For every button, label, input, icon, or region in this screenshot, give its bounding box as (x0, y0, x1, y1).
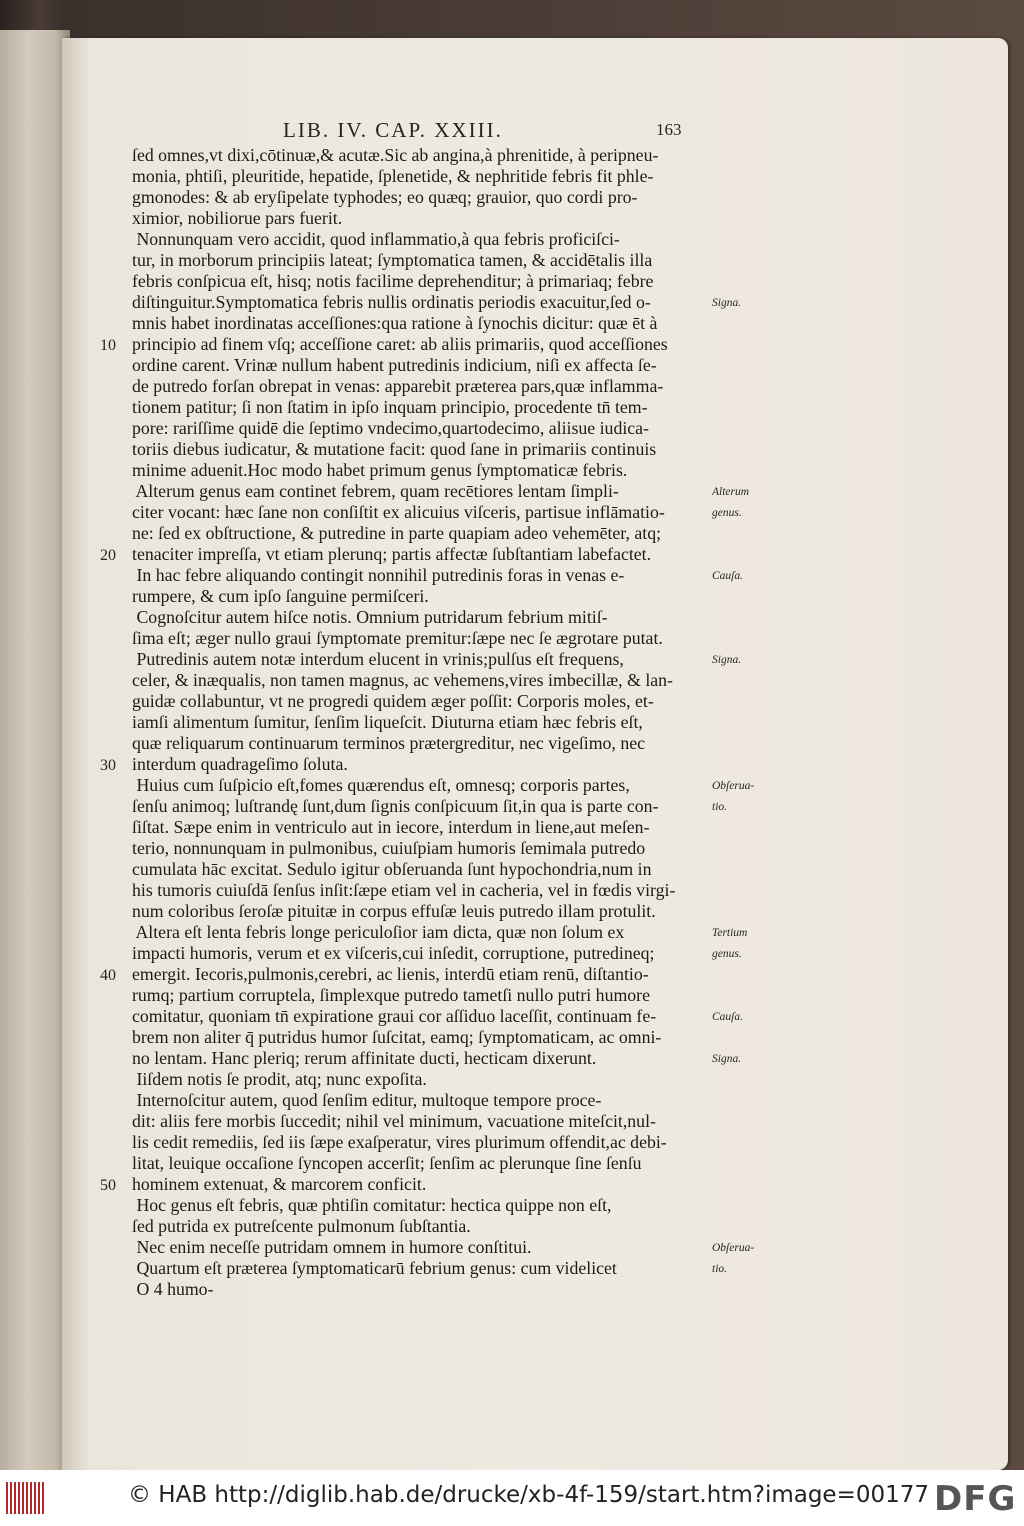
line-text: Nonnunquam vero accidit, quod inflammatio,à qua febris proficiſci- (132, 229, 620, 249)
line-text: num coloribus ſeroſæ pituitæ in corpus effuſæ leuis putredo illam protulit. (132, 901, 656, 921)
text-line (100, 691, 654, 712)
text-line (100, 733, 645, 754)
text-line (100, 565, 624, 586)
text-line (100, 964, 649, 985)
line-number: 40 (100, 967, 116, 984)
line-text: cumulata hāc excitat. Sedulo igitur obſeruanda ſunt hypochondria,num in (132, 859, 652, 879)
line-text: toriis diebus iudicatur, & mutatione facit: quod ſane in primariis continuis (132, 439, 657, 459)
line-text: Hoc genus eſt febris, quæ phtiſin comitatur: hectica quippe non eſt, (132, 1195, 612, 1215)
text-line (100, 187, 637, 208)
line-text: O 4 humo- (132, 1279, 214, 1299)
line-text: his tumoris cuiuſdā ſenſus inſit:ſæpe etiam vel in cacheria, vel in fœdis virgi- (132, 880, 676, 900)
line-text: ne: ſed ex obſtructione, & putredine in parte quapiam adeo vehemēter, atq; (132, 523, 662, 543)
text-line (100, 628, 663, 649)
page-number: 163 (656, 120, 682, 139)
line-text: Internoſcitur autem, quod ſenſim editur, multoque tempore proce- (132, 1090, 602, 1110)
text-line (100, 1237, 531, 1258)
margin-note: Alterum (712, 486, 750, 498)
line-number: 10 (100, 337, 116, 354)
text-line (100, 1027, 661, 1048)
margin-note: Signa. (712, 1053, 742, 1065)
line-text: rumpere, & cum ipſo ſanguine permiſceri. (132, 586, 429, 606)
text-line (100, 859, 651, 880)
line-text: no lentam. Hanc pleriq; rerum affinitate ducti, hecticam dixerunt. (132, 1048, 597, 1068)
text-line (100, 712, 643, 733)
text-line (100, 1174, 426, 1195)
line-text: principio ad finem vſq; acceſſione caret: ab aliis primariis, quod acceſſiones (132, 334, 668, 354)
text-line (100, 670, 673, 691)
text-line (100, 334, 668, 355)
line-text: rumq; partium corruptela, ſimplexque putredo tametſi nullo putri humore (132, 985, 651, 1005)
text-line (100, 229, 620, 250)
line-text: monia, phtiſi, pleuritide, hepatide, ſplenetide, & nephritide febris fit phle- (132, 166, 654, 186)
line-number: 20 (100, 547, 116, 564)
margin-note: Obſerua- (712, 780, 755, 792)
line-text: tionem patitur; ſi non ſtatim in ipſo inquam principio, procedente tn̄ tem- (132, 397, 648, 417)
line-text: ſed putrida ex putreſcente pulmonum ſubſtantia. (132, 1216, 471, 1236)
text-line (100, 313, 657, 334)
line-text: ſenſu animoq; luſtrandę ſunt,dum ſignis conſpicuum ſit,in qua is parte con- (132, 796, 659, 816)
running-title: LIB. IV. CAP. XXIII. (283, 118, 503, 142)
line-text: emergit. Iecoris,pulmonis,cerebri, ac lienis, interdū etiam renū, diſtantio- (132, 964, 649, 984)
footer-bar (0, 1470, 1024, 1526)
margin-note: genus. (712, 507, 742, 519)
line-number: 30 (100, 757, 116, 774)
text-line (100, 1216, 471, 1237)
text-line (100, 250, 652, 271)
text-line (100, 586, 429, 607)
margin-note: Obſerua- (712, 1242, 755, 1254)
line-text: litat, leuique occaſione ſyncopen accerſit; ſenſim ac plerunque ſine ſenſu (132, 1153, 642, 1173)
line-text: Huius cum ſuſpicio eſt,fomes quærendus eſt, omnesq; corporis partes, (132, 775, 630, 795)
text-line (100, 796, 658, 817)
line-text: Nec enim neceſſe putridam omnem in humore conſtitui. (132, 1237, 532, 1257)
margin-note: genus. (712, 948, 742, 960)
text-line (100, 166, 653, 187)
margin-note: tio. (712, 1263, 728, 1275)
line-text: terio, nonnunquam in pulmonibus, cuiuſpiam humoris ſemimala putredo (132, 838, 646, 858)
text-line (100, 1132, 667, 1153)
line-text: guidæ collabuntur, vt ne progredi quidem æger poſſit: Corporis moles, et- (132, 691, 654, 711)
line-text: mnis habet inordinatas acceſſiones:qua ratione à ſynochis dicitur: quæ ēt à (132, 313, 658, 333)
line-text: ſed omnes,vt dixi,cōtinuæ,& acutæ.Sic ab angina,à phrenitide, à peripneu- (132, 145, 659, 165)
line-text: ordine carent. Vrinæ nullum habent putredinis indicium, niſi ex affecta ſe- (132, 355, 657, 375)
text-line (100, 1195, 612, 1216)
line-text: interdum quadrageſimo ſoluta. (132, 754, 348, 774)
text-line (100, 754, 348, 775)
line-text: brem non aliter q̄ putridus humor ſuſcitat, eamq; ſymptomaticam, ac omni- (132, 1027, 662, 1047)
line-text: quæ reliquarum continuarum terminos prætergreditur, nec vigeſimo, nec (132, 733, 645, 753)
line-text: Iiſdem notis ſe prodit, atq; nunc expoſita. (132, 1069, 427, 1089)
text-line (100, 355, 657, 376)
line-text: febris conſpicua eſt, hisq; notis facilime deprehenditur; à primariaq; febre (132, 271, 654, 291)
text-line (100, 523, 661, 544)
left-page-edge (0, 30, 70, 1470)
text-line (100, 1048, 596, 1069)
text-line (100, 1258, 617, 1279)
margin-note: Signa. (712, 654, 742, 666)
line-text: Quartum eſt præterea ſymptomaticarū febrium genus: cum videlicet (132, 1258, 617, 1278)
line-text: pore: rariſſime quidē die ſeptimo vndecimo,quartodecimo, aliisue iudica- (132, 418, 649, 438)
text-line (100, 985, 650, 1006)
line-text: Putredinis autem notæ interdum elucent in vrinis;pulſus eſt frequens, (132, 649, 624, 669)
line-text: dit: aliis fere morbis ſuccedit; nihil vel minimum, vacuatione miteſcit,nul- (132, 1111, 656, 1131)
line-number: 50 (100, 1177, 116, 1194)
line-text: de putredo forſan obrepat in venas: apparebit præterea pars,quæ inflamma- (132, 376, 664, 396)
text-line (100, 1090, 601, 1111)
text-line (100, 439, 656, 460)
line-text: gmonodes: & ab eryſipelate typhodes; eo quæq; grauior, quo cordi pro- (132, 187, 638, 207)
margin-note: Signa. (712, 297, 742, 309)
line-text: minime aduenit.Hoc modo habet primum genus ſymptomaticæ febris. (132, 460, 628, 480)
line-text: In hac febre aliquando contingit nonnihil putredinis foras in venas e- (132, 565, 625, 585)
text-line (100, 1279, 214, 1300)
dfg-logo: DFG (934, 1479, 1017, 1519)
line-text: ſiſtat. Sæpe enim in ventriculo aut in iecore, interdum in liene,aut meſen- (132, 817, 650, 837)
line-text: comitatur, quoniam tn̄ expiratione graui cor aſſiduo laceſſit, continuam fe- (132, 1006, 657, 1026)
line-text: iamſi alimentum ſumitur, ſenſim liqueſcit. Diuturna etiam hæc febris eſt, (132, 712, 643, 732)
text-line (100, 271, 653, 292)
copyright-credit[interactable]: © HAB http://diglib.hab.de/drucke/xb-4f-159/start.htm?image=00177 (128, 1482, 930, 1508)
line-text: Altera eſt lenta febris longe periculoſior iam dicta, quæ non ſolum ex (132, 922, 625, 942)
line-text: tenaciter impreſſa, vt etiam plerunq; partis affectæ ſubſtantiam labefactet. (132, 544, 652, 564)
text-line (100, 838, 645, 859)
text-line (100, 376, 663, 397)
text-line (100, 1153, 642, 1174)
text-line (100, 901, 656, 922)
line-text: celer, & inæqualis, non tamen magnus, ac vehemens,vires imbecillæ, & lan- (132, 670, 673, 690)
text-line (100, 1006, 656, 1027)
line-text: ximior, nobiliorue pars fuerit. (132, 208, 343, 228)
line-text: impacti humoris, verum et ex viſceris,cui inſedit, corruptione, putredineq; (132, 943, 655, 963)
text-line (100, 1111, 656, 1132)
text-line (100, 502, 665, 523)
text-line (100, 397, 648, 418)
line-text: tur, in morborum principiis lateat; ſymptomatica tamen, & accidētalis illa (132, 250, 653, 270)
line-text: lis cedit remediis, ſed iis ſæpe exaſperatur, vires plurimum offendit,ac debi- (132, 1132, 667, 1152)
line-text: citer vocant: hæc ſane non conſiſtit ex alicuius viſceris, partisue inflāmatio- (132, 502, 665, 522)
text-line (100, 880, 675, 901)
text-line (100, 922, 624, 943)
text-line (100, 817, 650, 838)
text-line (100, 544, 651, 565)
barcode-icon (6, 1482, 46, 1514)
text-line (100, 943, 654, 964)
text-block (100, 145, 720, 1305)
margin-note: tio. (712, 801, 728, 813)
line-text: Cognoſcitur autem hiſce notis. Omnium putridarum febrium mitiſ- (132, 607, 608, 627)
text-line (100, 292, 651, 313)
text-line (100, 649, 624, 670)
text-line (100, 460, 627, 481)
text-line (100, 1069, 427, 1090)
text-line (100, 775, 630, 796)
text-line (100, 607, 608, 628)
text-line (100, 418, 649, 439)
line-text: Alterum genus eam continet febrem, quam recētiores lentam ſimpli- (132, 481, 619, 501)
margin-note: Cauſa. (712, 1011, 743, 1023)
margin-note: Tertium (712, 927, 748, 939)
text-line (100, 208, 342, 229)
text-line (100, 481, 619, 502)
line-text: ſima eſt; æger nullo graui ſymptomate premitur:ſæpe nec ſe ægrotare putat. (132, 628, 663, 648)
text-line (100, 145, 658, 166)
line-text: diſtinguitur.Symptomatica febris nullis ordinatis periodis exacuitur,ſed o- (132, 292, 651, 312)
line-text: hominem extenuat, & marcorem conficit. (132, 1174, 427, 1194)
margin-note: Cauſa. (712, 570, 743, 582)
